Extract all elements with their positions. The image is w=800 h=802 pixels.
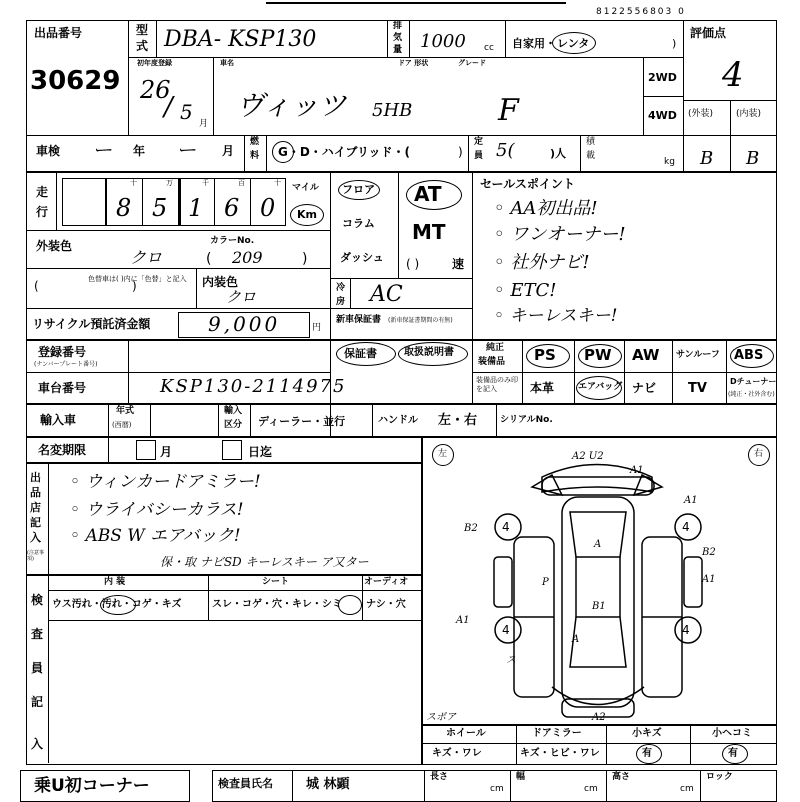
fuel-label-1: 燃 [250,137,260,147]
displacement-unit: cc [484,43,494,53]
mileage-digit: 6 [224,194,240,222]
mileage-label-1: 走 [36,185,49,199]
equip-tv: TV [688,381,707,396]
dim-height-unit: cm [680,784,694,794]
equipment-note: 装備品のみ印を記入 [476,376,518,393]
car-name-value: ヴィッツ [236,89,347,122]
ac-value: AC [370,282,403,307]
svg-text:4: 4 [502,623,510,637]
import-year-sub: (西暦) [112,421,132,429]
shift-at: AT [414,182,442,206]
check-int-circle [100,595,136,615]
usage-tail: ) [672,37,677,50]
ac-label-2: 房 [336,297,346,307]
auction-sheet: 8122556803 0 出品番号 30629 型 式 DBA- KSP130 排 気 量 1000 cc 自家用・ レンタ ) 評価点 4 初年度登録 26 / 5 月 車名 ヴィッツ ドア 形状 5HB グレード F 2WD 4WD (外装) (内装) B B 車検 ー 年 ー 月 燃 料 G・D・ハイブリッド・( ) 定 員 5( )人 積 載 kg 走 行 十 万 千 百 十 8 5 1 6 0 マイル Km 外装色 クロ カラーNo. ( 209 ) ( ) 色替車は( )内に「色替」と記入 内装色 クロ リサイクル預託済金額 9,000 円 フロア コラム ダッシュ AT MT ( ) 速 冷 房 AC 新車保証書 (新車保証書期間の有無) 保証書 取扱説明書 セールスポイント ◦ AA初出品! ◦ ワンオーナー! ◦ 社外ナビ! ◦ ETC! ◦ キーレスキー! 登録番号 (ナンバープレート番号) 車台番号 KSP130-2114975 純正 装備品 装備品のみ印を記入 PS PW AW サンルーフ ABS 本革 エアバッグ ナビ TV Dチューナー (純正・社外含む) 輸入車 年式 (西暦) 輸入 区分 ディーラー・並行 ハンドル 左・右 シリアルNo. 名変期限 月 日迄 出品店記入 (注意事項) ◦ ウィンカードアミラー! ◦ ウライバシーカラス! ◦ ABS W エアバック! 保・取 ナビSD キーレスキー ア又ター 内 装 シート オーディオ ウス汚れ・汚れ・コゲ・キズ スレ・コゲ・穴・キレ・シミ ナシ・穴 検 査 員 記 入 左 右 A2 U2 A1 A1 B2 B2 A A1 P B1 A1 A2 A ス スポア 4 4 4 4 ホイール ドアミラー 小キズ 小ヘコミ キズ・ワレ キズ・ヒビ・ワレ 有 有 乗U初コーナー 検査員氏名 城 林顕 長さ cm 幅 cm 高さ cm ロック [0,0,800,800]
mileage-digit: 8 [116,194,132,222]
diagram-mark: スポア [426,712,456,723]
dmg-header-dent: 小ヘコミ [712,728,752,739]
warranty-label: 新車保証書 [336,315,382,325]
sales-point: ◦ AA初出品! [494,198,598,219]
grade-label: グレード [458,59,486,67]
sales-point: ◦ キーレスキー! [494,306,618,326]
dmg-wheel: キズ・ワレ [432,748,482,759]
check-int-label: 内 装 [104,577,126,587]
reg-month: 5 [180,100,193,124]
dim-length-unit: cm [490,784,504,794]
diagram-left: 左 [438,449,448,459]
shift-speed: 速 [452,257,465,271]
tuner-note: (純正・社外含む) [728,391,775,398]
diagram-mark: A1 [684,495,698,506]
drive-2wd: 2WD [648,71,677,84]
name-change-month: 月 [160,445,173,459]
check-label: 入 [31,737,44,751]
shift-paren: ( ) [406,257,420,271]
equipment-label-2: 装備品 [478,357,506,367]
color-change-note: 色替車は( )内に「色替」と記入 [88,275,187,283]
mileage-digit: 0 [260,194,276,222]
note-tail: 保・取 ナビSD キーレスキー ア又ター [160,555,369,569]
diagram-mark: A [572,634,580,645]
check-label: 員 [31,661,44,675]
equip-aw: AW [632,346,660,364]
drive-4wd: 4WD [648,109,677,122]
dmg-scratch: 有 [642,748,652,759]
warranty-sub: (新車保証書期間の有無) [388,317,453,324]
inspection-label: 車検 [36,144,61,158]
diagram-mark: A1 [456,615,470,626]
check-label: 査 [31,627,44,641]
name-change-day-box [222,440,242,460]
mileage-digit-box-blank [62,178,106,226]
lot-number: 30629 [30,66,121,96]
ext-score-label: (外装) [688,109,714,119]
equip-abs: ABS [734,348,764,363]
reg-year: 26 [140,76,171,104]
model-label-2: 式 [136,39,149,53]
scale-label: 十 [274,179,281,187]
usage-value: レンタ [557,37,590,50]
sales-point: ◦ ETC! [494,280,557,301]
diagram-mark: P [542,577,549,588]
displacement-value: 1000 [420,31,466,52]
equip-sunroof: サンルーフ [676,350,720,360]
import-div-1: 輸入 [224,406,243,416]
km-label: Km [297,208,317,221]
model-label: 型 [136,23,149,37]
inspector-name: 城 林顕 [306,777,350,792]
diagram-mark: B2 [464,523,478,534]
score-value: 4 [722,55,744,95]
shift-mt: MT [412,220,446,244]
warranty-card: 保証書 [344,347,377,360]
inspector-label: 検査員氏名 [218,777,273,790]
dim-width-unit: cm [584,784,598,794]
shift-dash: ダッシュ [340,251,384,264]
chassis-label: 車台番号 [38,381,87,395]
name-change-month-box [136,440,156,460]
diagram-mark: A [594,539,602,550]
usage-text: 自家用・ [512,37,556,50]
import-label: 輸入車 [40,413,77,427]
note-item: ◦ ウィンカードアミラー! [70,472,261,492]
grade-value: F [498,93,519,128]
barcode-number: 8122556803 0 [596,7,686,17]
int-color-label: 内装色 [202,275,239,289]
mileage-label-2: 行 [36,205,49,219]
name-change-date: 日迄 [248,445,273,459]
inspection-year-mark: ー [92,138,112,162]
capacity-label-1: 定 [474,137,484,147]
door-label: ドア 形状 [398,59,429,67]
warranty-manual: 取扱説明書 [404,347,454,358]
equip-leather: 本革 [530,381,555,395]
check-audio-items: ナシ・穴 [366,599,406,610]
int-score: B [746,148,760,169]
car-diagram [422,437,777,725]
ext-color-label: 外装色 [36,239,73,253]
color-code-label: カラーNo. [210,236,255,246]
check-label: 記 [31,695,44,709]
capacity-label-2: 員 [474,151,484,161]
name-change-label: 名変期限 [38,443,87,457]
int-score-label: (内装) [736,109,762,119]
check-int-items: ウス汚れ・汚れ・コゲ・キズ [52,599,182,610]
dmg-dent: 有 [728,748,738,759]
ac-label-1: 冷 [336,283,346,293]
equipment-label-1: 純正 [486,343,505,353]
dmg-mirror: キズ・ヒビ・ワレ [520,748,600,759]
import-div-2: 区分 [224,420,243,430]
load-label-1: 積 [586,137,596,147]
disp-label-1: 排 [393,21,403,31]
fuel-close: ) [458,145,463,159]
load-label-2: 載 [586,151,596,161]
dim-width-label: 幅 [516,772,526,782]
recycle-unit: 円 [312,323,322,333]
diagram-mark: A2 [592,712,606,723]
diagram-mark: ス [506,655,516,666]
shift-column: コラム [342,217,375,230]
ext-color-value: クロ [130,248,163,267]
dim-height-label: 高さ [612,772,631,782]
diagram-mark: B1 [592,601,606,612]
disp-label-2: 気 [393,33,403,43]
check-seat-items: スレ・コゲ・穴・キレ・シミ [212,599,342,610]
check-label: 検 [31,593,44,607]
plate-sub: (ナンバープレート番号) [34,361,98,368]
disp-label-3: 量 [393,45,403,55]
color-code-value: 209 [232,248,263,267]
sales-point: ◦ 社外ナビ! [494,252,590,273]
inspection-month-mark: ー [176,138,196,162]
inspection-month-unit: 月 [222,144,235,158]
capacity-value: 5( [496,140,515,161]
dim-length-label: 長さ [430,772,449,782]
notes-sub: (注意事項) [27,550,44,562]
check-seat-circle [338,595,362,615]
shift-floor: フロア [342,183,375,196]
lot-label: 出品番号 [34,26,83,40]
dmg-header-mirror: ドアミラー [532,728,582,739]
equip-ps: PS [534,346,556,364]
import-handle: ハンドル [378,415,418,426]
diagram-mark: A1 [702,574,716,585]
scale-label: 十 [130,179,137,187]
fuel-label-2: 料 [250,151,260,161]
scale-label: 万 [166,179,173,187]
scale-label: 千 [202,179,209,187]
car-name-label: 車名 [220,59,234,67]
dim-lock-label: ロック [706,772,733,782]
diagram-mark: B2 [702,547,716,558]
load-unit: kg [664,157,675,167]
note-item: ◦ ABS W エアバック! [70,526,241,546]
model-value: DBA- KSP130 [164,27,317,52]
import-lr: 左・右 [438,413,478,428]
recycle-value: 9,000 [208,312,281,336]
top-line [266,2,566,4]
sales-points-label: セールスポイント [480,177,575,191]
import-year-label: 年式 [116,406,135,416]
equip-pw: PW [584,346,612,364]
score-label: 評価点 [690,26,727,40]
reg-month-unit: 月 [199,119,209,129]
chassis-value: KSP130-2114975 [160,376,347,397]
door-value: 5HB [372,100,413,121]
svg-text:4: 4 [682,520,690,534]
equip-tuner: Dチューナー [730,377,777,386]
mile-label: マイル [292,183,319,193]
notes-label: 出品店記入 [30,471,41,544]
ext-score: B [700,148,714,169]
corner-label: 乗U初コーナー [34,776,150,796]
plate-label: 登録番号 [38,345,87,359]
import-serial: シリアルNo. [500,415,553,425]
scale-label: 百 [238,179,245,187]
first-reg-label: 初年度登録 [137,59,172,67]
check-seat-label: シート [262,577,290,587]
sales-point: ◦ ワンオーナー! [494,224,626,245]
fuel-options: G・D・ハイブリッド・( [278,145,410,159]
mileage-digit: 1 [188,194,204,222]
capacity-unit: )人 [550,147,567,160]
int-color-value: クロ [226,288,257,306]
dmg-header-wheel: ホイール [446,728,486,739]
inspection-year-unit: 年 [133,144,146,158]
mileage-digit: 5 [152,194,168,222]
diagram-right: 右 [754,449,764,459]
note-item: ◦ ウライバシーカラス! [70,500,244,520]
equip-navi: ナビ [632,381,657,395]
svg-text:4: 4 [682,623,690,637]
diagram-mark: A1 [630,465,644,476]
check-audio-label: オーディオ [364,577,409,587]
svg-text:4: 4 [502,520,510,534]
equip-airbag: エアバッグ [578,382,623,392]
import-dealer: ディーラー・並行 [258,415,346,428]
dmg-header-scratch: 小キズ [632,728,662,739]
diagram-mark: A2 U2 [572,451,604,462]
recycle-label: リサイクル預託済金額 [32,317,151,331]
